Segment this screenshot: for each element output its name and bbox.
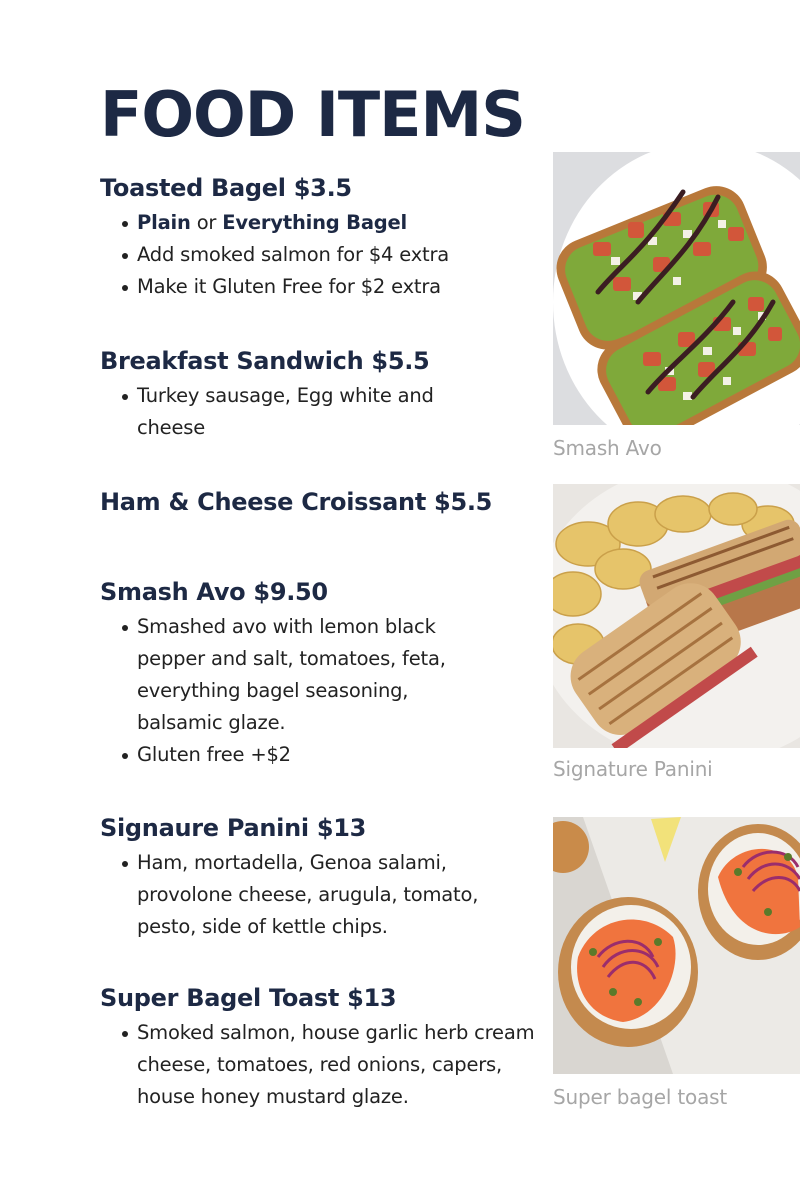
list-item: Smashed avo with lemon black pepper and salt, tomatoes, feta, everything bagel seasoning, balsamic glaze. [137,611,497,739]
list-item: Make it Gluten Free for $2 extra [137,271,540,303]
photo-caption: Signature Panini [553,757,713,781]
item-details [100,207,540,303]
menu-item-signature-panini [100,813,540,943]
page-title: FOOD ITEMS [100,78,525,151]
list-item: Turkey sausage, Egg white and cheese [137,380,482,444]
item-name: Super Bagel Toast $13 [100,984,397,1012]
item-name: Signaure Panini $13 [100,814,367,842]
avocado-toast-photo [553,152,800,425]
panini-photo [553,484,800,748]
list-item [137,207,540,239]
list-item: Gluten free +$2 [137,739,540,771]
menu-item-smash-avo [100,577,540,771]
salmon-bagel-photo [553,817,800,1074]
connector-text: or [190,211,223,234]
menu-item-breakfast-sandwich [100,346,500,444]
item-name: Breakfast Sandwich $5.5 [100,347,430,375]
item-name: Smash Avo $9.50 [100,578,328,606]
list-item: Add smoked salmon for $4 extra [137,239,540,271]
item-details [100,611,540,771]
item-name: Toasted Bagel $3.5 [100,174,352,202]
photo-caption: Super bagel toast [553,1085,728,1109]
photo-caption: Smash Avo [553,436,662,460]
menu-item-toasted-bagel [100,173,540,303]
item-details [100,847,540,943]
item-details [100,380,500,444]
list-item: Ham, mortadella, Genoa salami, provolone cheese, arugula, tomato, pesto, side of kettle chips. [137,847,532,943]
item-details [100,1017,540,1113]
menu-item-ham-cheese-croissant [100,487,540,517]
bold-option: Everything Bagel [222,211,408,234]
list-item: Smoked salmon, house garlic herb cream cheese, tomatoes, red onions, capers, house honey mustard glaze. [137,1017,537,1113]
menu-item-super-bagel-toast [100,983,540,1113]
item-name: Ham & Cheese Croissant $5.5 [100,488,493,516]
bold-option: Plain [137,211,191,234]
